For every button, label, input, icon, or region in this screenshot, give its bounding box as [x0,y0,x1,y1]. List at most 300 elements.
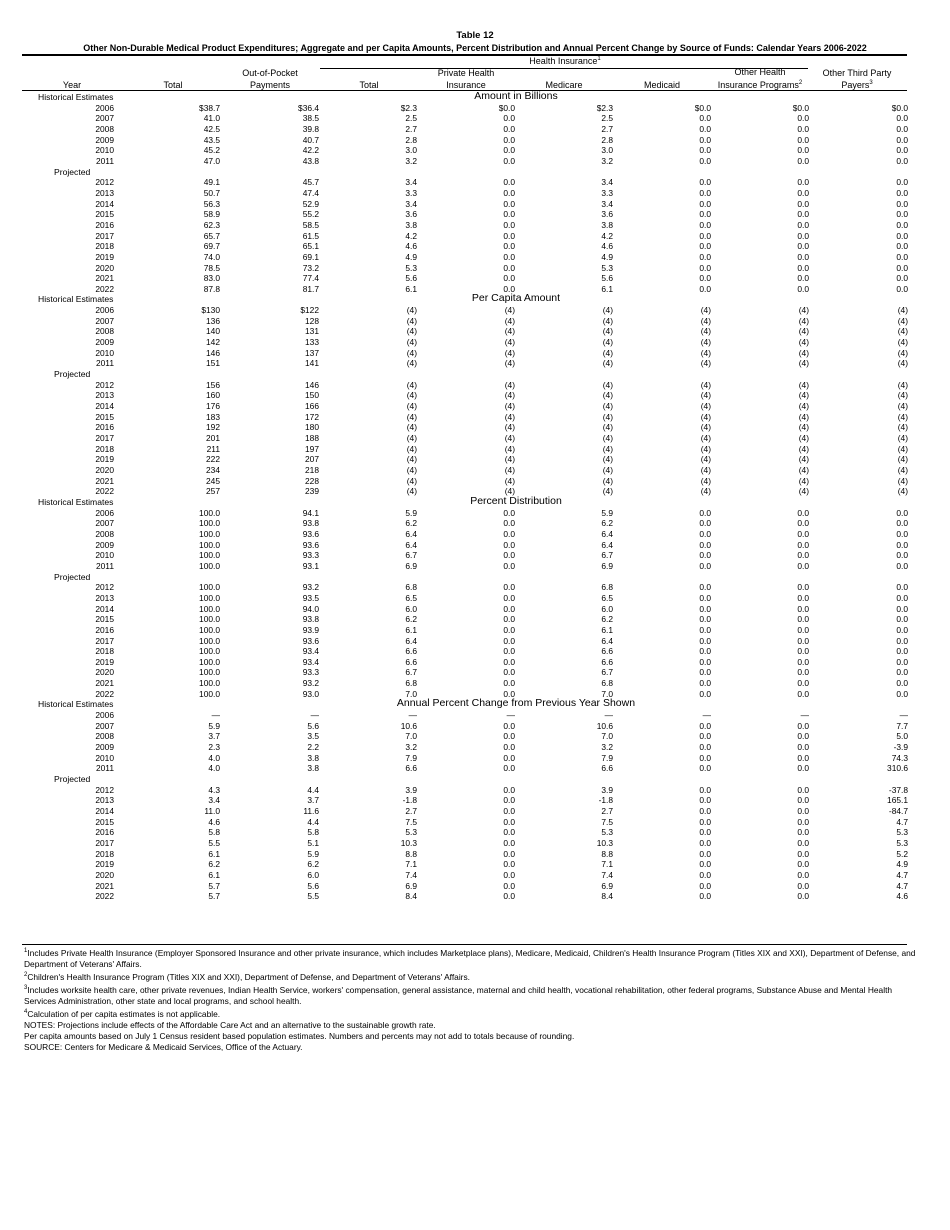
projected-row [22,572,908,583]
year-cell: 2011 [95,358,114,369]
other-health-insurance-programs-cell: 0.0 [797,177,809,188]
other-third-party-payers-cell: (4) [897,379,908,390]
medicaid-cell: (4) [700,433,711,444]
section-title: Percent Distribution [470,494,562,507]
medicare-cell: (4) [602,379,613,390]
medicaid-cell: 0.0 [699,837,711,848]
total-cell: 100.0 [199,635,220,646]
year-cell: 2007 [95,518,114,529]
year-cell: 2022 [95,688,114,699]
private-health-insurance-cell: 0.0 [503,241,515,252]
table-row [22,199,908,210]
medicare-cell: 6.7 [601,667,613,678]
year-cell: 2020 [95,667,114,678]
historical-estimates-label: Historical Estimates [38,294,114,305]
year-cell: 2009 [95,742,114,753]
private-health-insurance-cell: (4) [504,337,515,348]
year-cell: 2014 [95,198,114,209]
hi-total-cell: — [408,710,417,721]
private-health-insurance-cell: 0.0 [503,592,515,603]
other-health-insurance-programs-cell: 0.0 [797,827,809,838]
total-cell: 183 [206,411,220,422]
private-health-insurance-cell: 0.0 [503,656,515,667]
other-third-party-payers-cell: 0.0 [896,251,908,262]
other-third-party-payers-cell: 0.0 [896,688,908,699]
hi-total-cell: 7.9 [405,752,417,763]
hi-total-cell: 6.4 [405,528,417,539]
table-row [22,785,908,796]
total-cell: 257 [206,486,220,497]
total-cell: 5.8 [208,827,220,838]
other-third-party-payers-cell: 0.0 [896,518,908,529]
other-health-insurance-programs-cell: (4) [798,433,809,444]
medicare-cell: (4) [602,486,613,497]
table-row [22,188,908,199]
private-health-insurance-cell: 0.0 [503,816,515,827]
other-health-insurance-programs-cell: 0.0 [797,837,809,848]
medicaid-cell: 0.0 [699,646,711,657]
private-health-insurance-cell: 0.0 [503,646,515,657]
medicaid-cell: (4) [700,401,711,412]
year-cell: 2012 [95,784,114,795]
hi-total-cell: 6.2 [405,614,417,625]
other-third-party-payers-cell: (4) [897,305,908,316]
out-of-pocket-cell: 218 [305,465,319,475]
out-of-pocket-cell: 5.1 [307,837,319,848]
other-health-insurance-programs-cell: 0.0 [797,614,809,625]
other-health-insurance-programs-cell: 0.0 [797,507,809,518]
out-of-pocket-cell: 133 [305,337,319,348]
hi-total-cell: 6.1 [405,624,417,635]
hi-total-cell: 6.7 [405,550,417,561]
other-health-insurance-programs-cell: 0.0 [797,891,809,902]
total-cell: 42.5 [203,124,220,134]
year-header: Year [62,80,82,90]
private-health-insurance-cell: (4) [504,326,515,337]
other-health-insurance-programs-cell: 0.0 [797,592,809,603]
hi-total-cell: 6.1 [405,283,417,294]
other-third-party-payers-cell: (4) [897,337,908,348]
other-health-insurance-programs-cell: (4) [798,475,809,486]
medicare-cell: (4) [602,347,613,358]
other-third-party-payers-cell: 4.7 [896,816,908,827]
medicare-cell: 3.9 [601,784,613,795]
otp-header-line2: Payers$^3$ [841,80,873,90]
medicaid-cell: (4) [700,358,711,369]
other-third-party-payers-cell: 4.6 [896,891,908,902]
table-row [22,625,908,636]
hi-total-cell: 10.3 [400,837,417,848]
medicare-cell: 3.2 [601,155,613,166]
medicare-cell: 10.6 [596,720,613,731]
other-health-insurance-programs-cell: 0.0 [797,731,809,742]
medicaid-cell: 0.0 [699,891,711,902]
medicare-cell: 6.1 [601,283,613,294]
hi-total-cell: 3.4 [405,177,417,188]
total-cell: 6.1 [208,869,220,880]
medicare-cell: 6.0 [601,603,613,614]
table-row [22,422,908,433]
section-header-row [22,92,908,103]
oop-header-line1: Out-of-Pocket [242,68,298,78]
table-row [22,380,908,391]
table-row [22,540,908,551]
other-third-party-payers-cell: (4) [897,390,908,401]
year-cell: 2007 [95,315,114,326]
medicaid-cell: (4) [700,454,711,465]
private-health-insurance-cell: (4) [504,315,515,326]
table-row [22,305,908,316]
other-health-insurance-programs-cell: 0.0 [797,283,809,294]
hi-total-cell: 6.9 [405,560,417,571]
out-of-pocket-cell: 93.1 [302,560,319,571]
medicare-cell: 5.3 [601,827,613,838]
other-third-party-payers-cell: 4.9 [896,859,908,870]
private-health-insurance-cell: 0.0 [503,688,515,699]
medicaid-cell: 0.0 [699,752,711,763]
year-cell: 2020 [95,465,114,475]
medicaid-cell: 0.0 [699,624,711,635]
medicaid-cell: 0.0 [699,241,711,252]
out-of-pocket-cell: 188 [305,433,319,444]
out-of-pocket-cell: 39.8 [302,124,319,134]
medicaid-cell: $0.0 [694,102,711,113]
year-cell: 2006 [95,710,114,721]
hi-total-cell: (4) [406,315,417,326]
medicare-cell: 6.4 [601,539,613,550]
medicare-cell: 6.6 [601,646,613,657]
out-of-pocket-cell: 180 [305,422,319,433]
out-of-pocket-cell: 93.2 [302,678,319,689]
other-third-party-payers-cell: 0.0 [896,273,908,284]
private-health-insurance-cell: 0.0 [503,283,515,294]
other-health-insurance-programs-cell: 0.0 [797,155,809,166]
medicare-cell: (4) [602,401,613,412]
hi-total-cell: -1.8 [402,795,417,806]
private-health-insurance-cell: 0.0 [503,177,515,188]
table-row [22,113,908,124]
other-health-insurance-programs-cell: 0.0 [797,752,809,763]
medicaid-cell: 0.0 [699,880,711,891]
other-third-party-payers-cell: 0.0 [896,145,908,156]
year-cell: 2008 [95,124,114,134]
other-health-insurance-programs-cell: 0.0 [797,539,809,550]
out-of-pocket-cell: 5.9 [307,848,319,859]
total-cell: 69.7 [203,241,220,252]
year-cell: 2018 [95,848,114,859]
hi-total-cell: $2.3 [400,102,417,113]
other-third-party-payers-cell: 0.0 [896,603,908,614]
private-health-insurance-cell: 0.0 [503,219,515,230]
other-third-party-payers-cell: 0.0 [896,624,908,635]
year-cell: 2011 [95,155,114,166]
year-cell: 2018 [95,443,114,454]
hi-total-cell: 6.6 [405,646,417,657]
table-row [22,891,908,902]
private-health-insurance-cell: 0.0 [503,859,515,870]
total-cell: 146 [206,347,220,358]
medicaid-cell: 0.0 [699,859,711,870]
table-row [22,550,908,561]
other-health-insurance-programs-cell: 0.0 [797,720,809,731]
other-health-insurance-programs-cell: 0.0 [797,667,809,678]
hi-total-cell: 2.8 [405,134,417,145]
medicaid-cell: 0.0 [699,656,711,667]
hi-total-cell: (4) [406,337,417,348]
other-health-insurance-programs-cell: 0.0 [797,678,809,689]
other-health-insurance-programs-cell: 0.0 [797,560,809,571]
hi-total-cell: 2.5 [405,113,417,124]
total-cell: 2.3 [208,742,220,753]
out-of-pocket-cell: $36.4 [298,102,319,113]
table-row [22,678,908,689]
medicare-cell: 7.0 [601,688,613,699]
table-row [22,582,908,593]
table-row [22,508,908,519]
medicaid-cell: (4) [700,315,711,326]
table-row [22,284,908,295]
medicaid-cell: (4) [700,326,711,337]
hi-total-cell: 3.0 [405,145,417,156]
other-third-party-payers-cell: 0.0 [896,592,908,603]
total-cell: 4.0 [208,752,220,763]
total-cell: 100.0 [199,667,220,678]
out-of-pocket-cell: 11.6 [303,806,319,816]
other-third-party-payers-cell: 0.0 [896,177,908,188]
other-third-party-payers-cell: (4) [897,475,908,486]
footnotes [24,948,924,1053]
other-health-insurance-programs-cell: 0.0 [797,273,809,284]
medicare-cell: (4) [602,465,613,475]
projected-label: Projected [54,774,91,784]
year-cell: 2008 [95,326,114,337]
total-cell: 100.0 [199,656,220,667]
total-cell: 100.0 [199,614,220,625]
medicaid-cell: 0.0 [699,731,711,742]
hi-total-cell: 6.2 [405,518,417,529]
other-health-insurance-programs-cell: $0.0 [792,102,809,113]
medicaid-cell: (4) [700,305,711,316]
hi-total-cell: 8.8 [405,848,417,859]
medicaid-cell: 0.0 [699,742,711,753]
hi-total-cell: 10.6 [400,720,417,731]
private-health-insurance-cell: 0.0 [503,124,515,134]
private-health-insurance-cell: (4) [504,422,515,433]
table-row [22,646,908,657]
out-of-pocket-cell: — [310,710,319,721]
private-health-insurance-cell: (4) [504,454,515,465]
hi-total-cell: 5.3 [405,262,417,273]
out-of-pocket-cell: 5.8 [307,827,319,838]
other-third-party-payers-cell: -3.9 [893,742,908,753]
total-cell: 50.7 [203,187,220,198]
year-cell: 2018 [95,646,114,657]
table-row [22,870,908,881]
total-cell: 211 [206,443,220,454]
hi-total-cell: 7.4 [405,869,417,880]
medicare-cell: 5.9 [601,507,613,518]
out-of-pocket-cell: $122 [300,305,319,316]
total-cell: — [211,710,220,721]
other-third-party-payers-cell: 0.0 [896,198,908,209]
total-cell: 74.0 [203,251,220,262]
medicare-cell: 3.4 [601,198,613,209]
table-row [22,795,908,806]
table-row [22,241,908,252]
section-header-row [22,294,908,305]
year-cell: 2016 [95,624,114,635]
private-health-insurance-cell: 0.0 [503,848,515,859]
medicare-cell: 2.8 [601,134,613,145]
other-health-insurance-programs-cell: 0.0 [797,251,809,262]
hi-total-cell: 6.6 [405,763,417,774]
other-third-party-payers-cell: 0.0 [896,283,908,294]
medicaid-cell: 0.0 [699,113,711,124]
out-of-pocket-cell: 93.0 [302,688,319,699]
hi-total-cell: (4) [406,465,417,475]
year-cell: 2019 [95,656,114,667]
year-cell: 2021 [95,273,114,284]
hi-total-cell: (4) [406,401,417,412]
total-cell: 5.5 [208,837,220,848]
table-row [22,657,908,668]
other-health-insurance-programs-cell: (4) [798,422,809,433]
top-rule [22,54,907,56]
table-row [22,731,908,742]
out-of-pocket-cell: 207 [305,454,319,465]
medicare-cell: 2.7 [601,806,613,816]
table-row [22,348,908,359]
other-health-insurance-programs-cell: (4) [798,315,809,326]
table-row [22,316,908,327]
medicaid-cell: 0.0 [699,816,711,827]
oop-header-line2: Payments [249,80,291,90]
year-cell: 2021 [95,678,114,689]
other-health-insurance-programs-cell: (4) [798,326,809,337]
medicare-cell: 6.9 [601,880,613,891]
year-cell: 2011 [95,560,114,571]
hi-total-cell: 5.6 [405,273,417,284]
private-health-insurance-cell: (4) [504,486,515,497]
historical-estimates-label: Historical Estimates [38,699,114,710]
medicare-cell: (4) [602,443,613,454]
hi-total-cell: 7.0 [405,688,417,699]
year-cell: 2010 [95,752,114,763]
other-third-party-payers-cell: 0.0 [896,219,908,230]
private-health-insurance-cell: 0.0 [503,528,515,539]
out-of-pocket-cell: 93.8 [302,614,319,625]
section-header-row [22,699,908,710]
hi-total-cell: 6.5 [405,592,417,603]
medicare-cell: 10.3 [596,837,613,848]
medicare-cell: 8.4 [601,891,613,902]
total-cell: 83.0 [203,273,220,284]
out-of-pocket-cell: 55.2 [302,209,319,220]
out-of-pocket-cell: 3.5 [307,731,319,742]
out-of-pocket-cell: 94.1 [302,507,319,518]
other-health-insurance-programs-cell: 0.0 [797,656,809,667]
hi-total-header: Total [359,80,379,90]
other-third-party-payers-cell: (4) [897,326,908,337]
projected-row [22,369,908,380]
other-health-insurance-programs-cell: 0.0 [797,518,809,529]
total-cell: 78.5 [203,262,220,273]
year-cell: 2017 [95,635,114,646]
hi-total-cell: 3.8 [405,219,417,230]
other-third-party-payers-cell: -37.8 [888,784,908,795]
year-cell: 2007 [95,720,114,731]
total-cell: 41.0 [203,113,220,124]
hi-total-cell: (4) [406,443,417,454]
year-cell: 2021 [95,475,114,486]
other-third-party-payers-cell: 0.0 [896,113,908,124]
table-row [22,209,908,220]
ohip-header-line2: Insurance Programs$^2$ [717,80,803,90]
private-health-insurance-cell: 0.0 [503,678,515,689]
year-cell: 2014 [95,806,114,816]
medicaid-cell: 0.0 [699,262,711,273]
total-cell: 100.0 [199,550,220,561]
medicaid-cell: 0.0 [699,848,711,859]
year-cell: 2006 [95,305,114,316]
out-of-pocket-cell: 47.4 [302,187,319,198]
medicaid-cell: 0.0 [699,251,711,262]
other-third-party-payers-cell: 0.0 [896,539,908,550]
medicare-cell: 6.5 [601,592,613,603]
private-health-insurance-cell: $0.0 [498,102,515,113]
medicare-header: Medicare [545,80,583,90]
total-cell: 43.5 [203,134,220,145]
out-of-pocket-cell: 93.3 [302,667,319,678]
year-cell: 2020 [95,262,114,273]
out-of-pocket-cell: 58.5 [302,219,319,230]
private-health-insurance-cell: 0.0 [503,752,515,763]
other-health-insurance-programs-cell: (4) [798,379,809,390]
table-row [22,614,908,625]
private-health-insurance-cell: 0.0 [503,624,515,635]
year-cell: 2018 [95,241,114,252]
medicare-cell: 7.4 [601,869,613,880]
out-of-pocket-cell: 6.2 [307,859,319,870]
private-health-insurance-cell: 0.0 [503,742,515,753]
hi-total-cell: 8.4 [405,891,417,902]
other-health-insurance-programs-cell: 0.0 [797,124,809,134]
table-row [22,103,908,114]
hi-total-cell: (4) [406,390,417,401]
medicaid-cell: 0.0 [699,795,711,806]
table-row [22,763,908,774]
notes-line-2: Per capita amounts based on July 1 Census resident based population estimates. Numbers and percents may not add to totals because of rounding. [24,1030,575,1041]
table-row [22,881,908,892]
table-row [22,124,908,135]
private-health-insurance-cell: — [506,710,515,721]
hi-total-cell: 2.7 [405,124,417,134]
medicare-cell: 5.3 [601,262,613,273]
table-title: Other Non-Durable Medical Product Expenditures; Aggregate and per Capita Amounts, Percent Distribution and Annual Percent Change by Source of Funds: Calendar Years 2006-2022 [83,43,867,53]
other-health-insurance-programs-cell: 0.0 [797,624,809,635]
other-third-party-payers-cell: 0.0 [896,560,908,571]
medicaid-cell: 0.0 [699,507,711,518]
hi-total-cell: (4) [406,433,417,444]
medicare-cell: 6.4 [601,635,613,646]
medicaid-cell: 0.0 [699,187,711,198]
table-row [22,252,908,263]
medicare-cell: 6.2 [601,614,613,625]
out-of-pocket-cell: 81.7 [302,283,319,294]
total-cell: 3.7 [208,731,220,742]
private-health-insurance-cell: 0.0 [503,720,515,731]
private-health-insurance-cell: 0.0 [503,869,515,880]
